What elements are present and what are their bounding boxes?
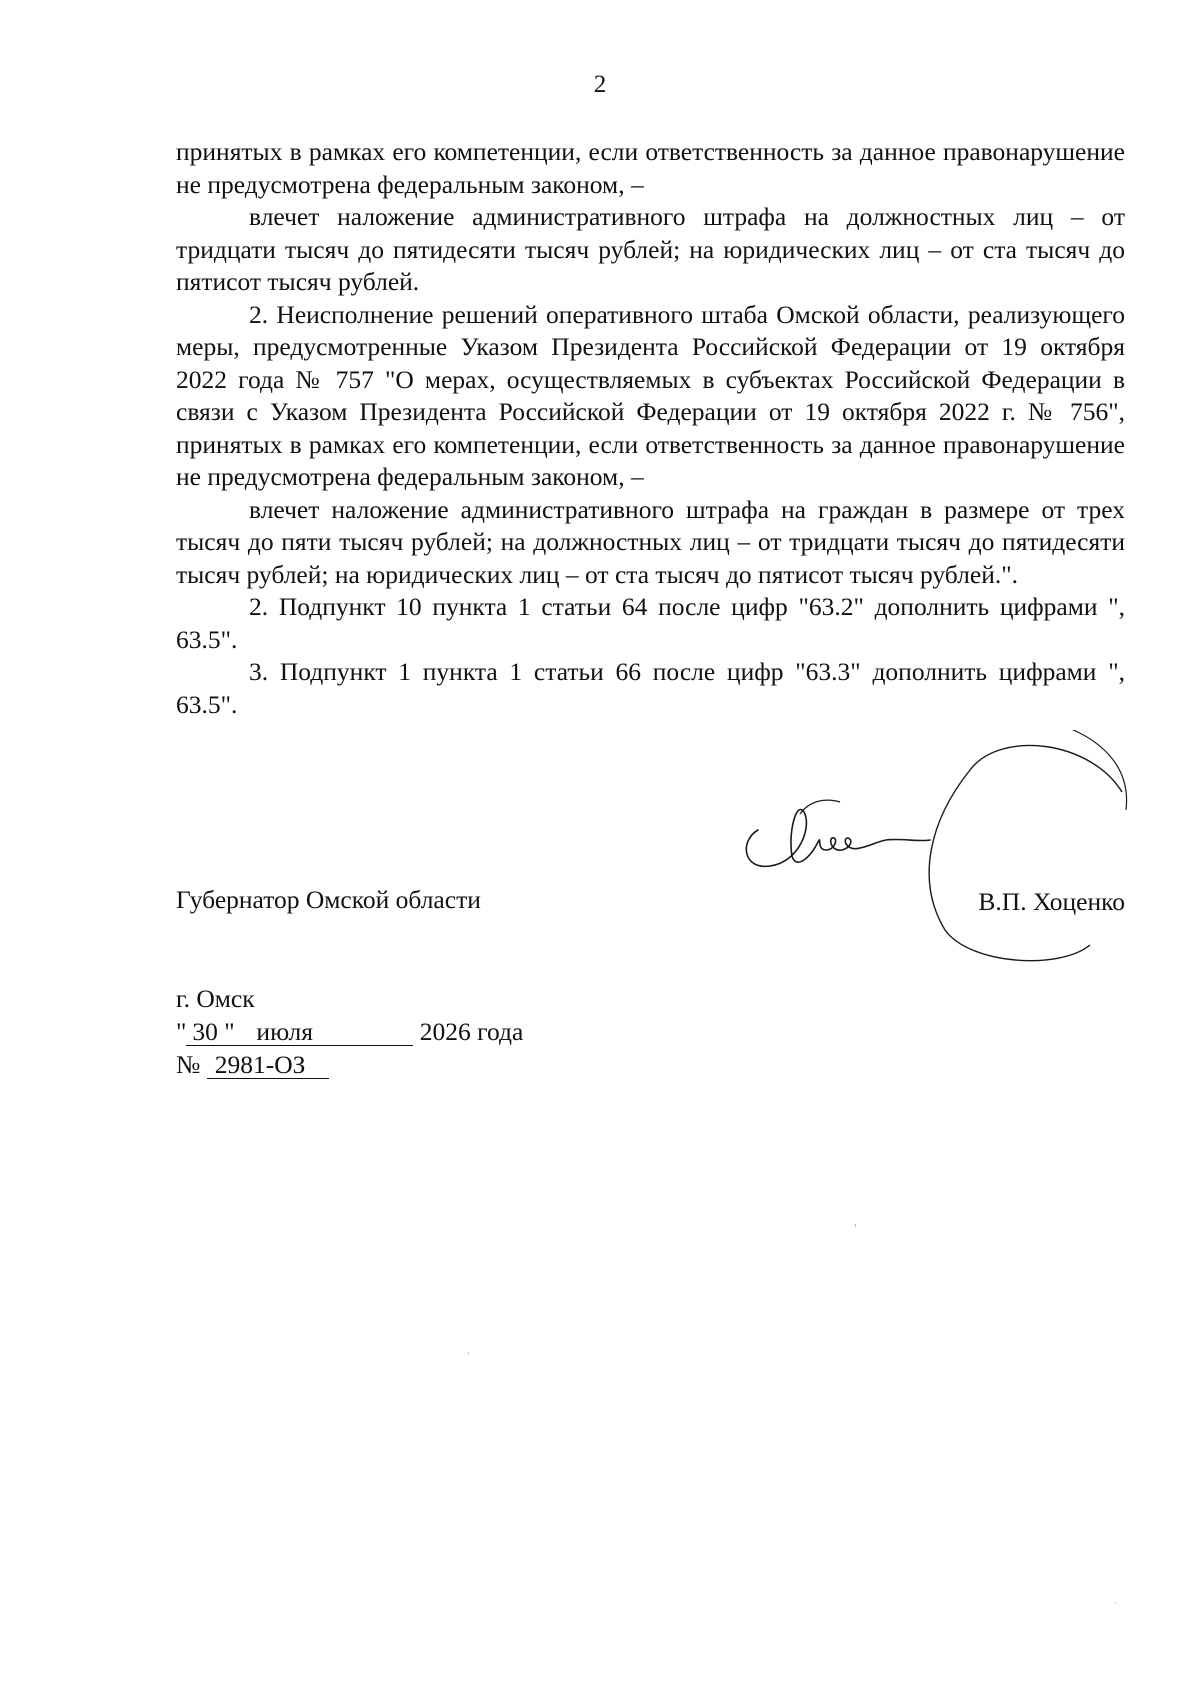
paragraph-amendment-article-66: 3. Подпункт 1 пункта 1 статьи 66 после цифр "63.3" дополнить цифрами ", 63.5". [176, 657, 1125, 719]
paragraph-item-2-violation: 2. Неисполнение решений оперативного штаба Омской области, реализующего меры, предусмотренные Указом Президента Российской Федерации от 19 октября 2022 года № 757 "О мерах, осуществляемых в субъектах Российской Федерации в связи с Указом Президента Российской Федерации от 19 октября 2022 г. № 756", принятых в рамках его компетенции, если ответственность за данное правонарушение не предусмотрена федеральным законом, – [176, 299, 1125, 491]
paragraph-amendment-article-64: 2. Подпункт 10 пункта 1 статьи 64 после цифр "63.2" дополнить цифрами ", 63.5". [176, 592, 1125, 654]
date-month: июля [236, 1019, 413, 1046]
paragraph-continuation: принятых в рамках его компетенции, если ответственность за данное правонарушение не предусмотрена федеральным законом, – [176, 137, 1125, 199]
signatory-title: Губернатор Омской области [176, 885, 481, 914]
law-number: 2981-ОЗ [207, 1052, 329, 1079]
date-line [176, 1015, 523, 1048]
paragraph-penalty-officials: влечет наложение административного штрафа на должностных лиц – от тридцати тысяч до пятидесяти тысяч рублей; на юридических лиц – от ста тысяч до пятисот тысяч рублей. [176, 202, 1125, 296]
page-number: 2 [593, 71, 607, 98]
signatory-name: В.П. Хоценко [978, 887, 1125, 916]
city-line: г. Омск [176, 984, 255, 1013]
signature-block [176, 884, 1125, 944]
date-open-quote: " [176, 1017, 187, 1046]
paragraph-penalty-citizens: влечет наложение административного штрафа на граждан в размере от трех тысяч до пяти тысяч рублей; на должностных лиц – от тридцати тысяч до пятидесяти тысяч рублей; на юридических лиц – от ста тысяч до пятисот тысяч рублей.". [176, 494, 1125, 589]
document-footer [176, 982, 523, 1081]
number-sign: № [176, 1050, 201, 1079]
number-line [176, 1048, 523, 1081]
document-body [176, 136, 1125, 721]
date-day: 30 " [186, 1019, 236, 1046]
date-year: 2026 года [419, 1017, 524, 1046]
